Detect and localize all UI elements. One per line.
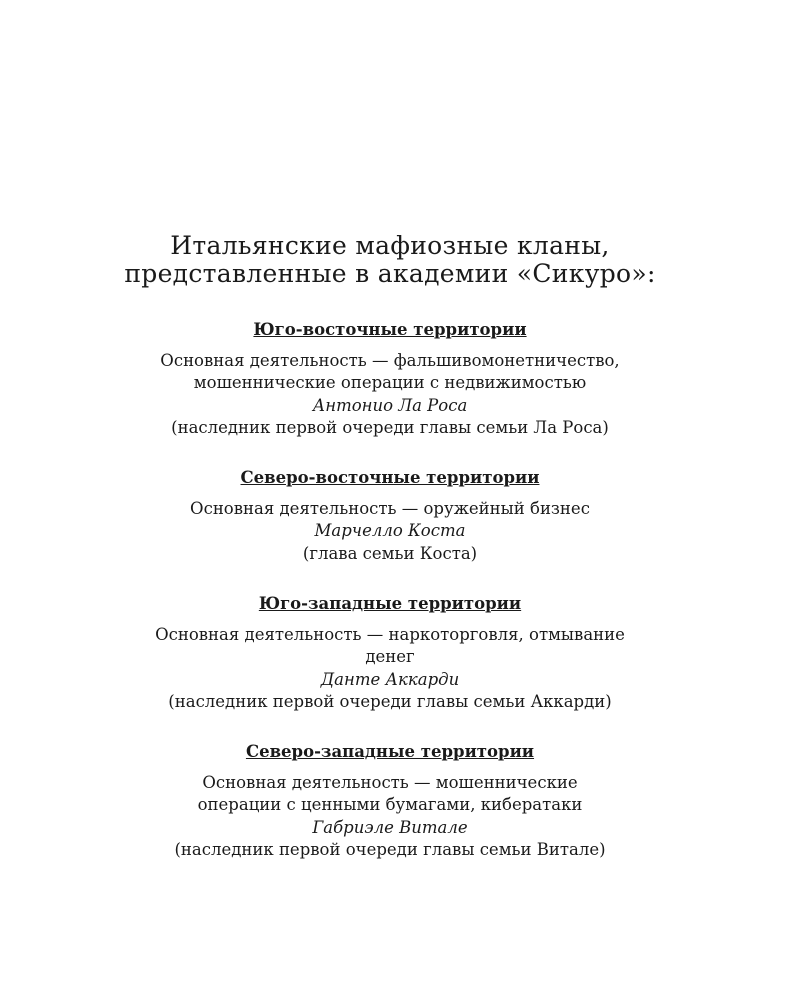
clan-section-northwest — [90, 741, 690, 862]
activity-text: Основная деятельность — оружейный бизнес — [190, 498, 590, 518]
member-role: (наследник первой очереди главы семьи Витале) — [174, 840, 606, 859]
section-title: Юго-восточные территории — [253, 320, 527, 339]
member-name: Марчелло Коста — [314, 521, 466, 540]
activity-text-continued: операции с ценными бумагами, кибератаки — [197, 795, 583, 814]
member-role: (наследник первой очереди главы семьи Аккарди) — [168, 692, 612, 711]
section-title: Северо-восточные территории — [240, 468, 540, 487]
page-title — [60, 232, 720, 288]
section-title: Северо-западные территории — [245, 742, 535, 761]
activity-text-continued: мошеннические операции с недвижимостью — [193, 373, 587, 392]
activity-text: Основная деятельность — фальшивомонетничество, — [160, 350, 620, 370]
member-name: Данте Аккарди — [320, 669, 460, 689]
clan-section-southwest — [90, 593, 690, 714]
member-role: (наследник первой очереди главы семьи Ла Роса) — [171, 418, 609, 437]
page-title-line-1: Итальянские мафиозные кланы, — [170, 231, 610, 260]
activity-text: Основная деятельность — наркоторговля, отмывание — [155, 624, 625, 644]
clan-section-northeast — [90, 467, 690, 565]
section-title: Юго-западные территории — [258, 594, 522, 613]
page-title-line-2: представленные в академии «Сикуро»: — [124, 259, 656, 288]
clan-section-southeast — [90, 319, 690, 440]
member-name: Антонио Ла Роса — [312, 395, 468, 415]
member-name: Габриэле Витале — [312, 817, 468, 837]
member-role: (глава семьи Коста) — [302, 543, 478, 563]
activity-text-continued: денег — [365, 647, 415, 666]
activity-text: Основная деятельность — мошеннические — [202, 772, 578, 792]
